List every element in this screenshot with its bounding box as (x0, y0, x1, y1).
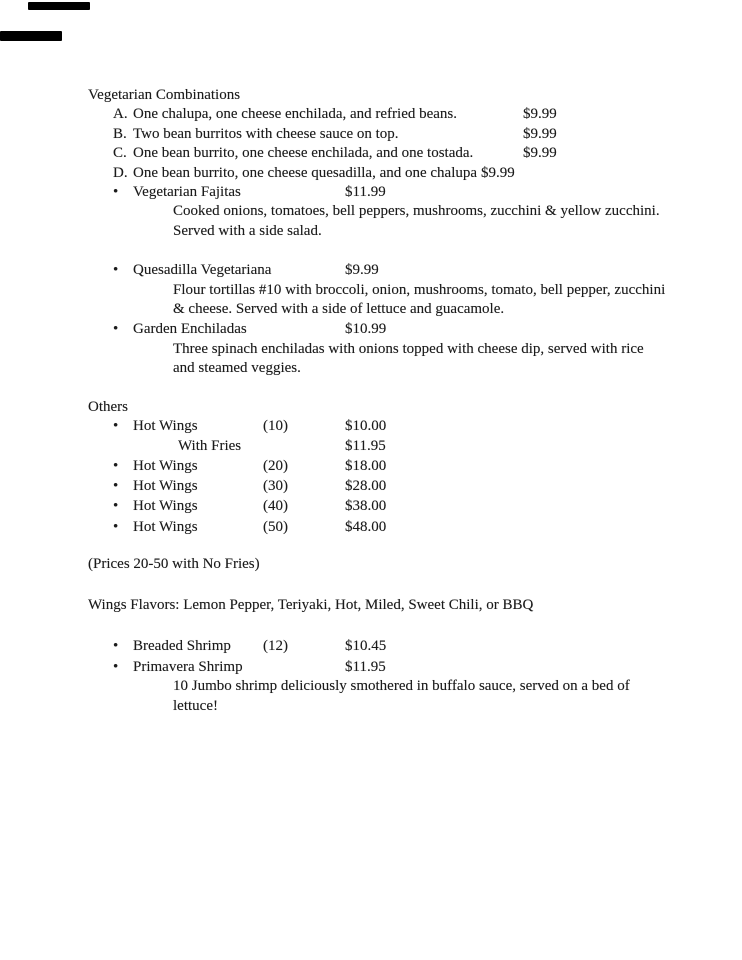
combo-price: $9.99 (523, 126, 557, 142)
item-description-line (0, 201, 742, 221)
bullet-icon: • (113, 184, 119, 200)
item-description-text: and steamed veggies. (173, 360, 301, 376)
item-price: $28.00 (345, 478, 387, 494)
combo-letter: B. (113, 126, 127, 142)
item-qty: (30) (263, 478, 288, 494)
item-description-text: Three spinach enchiladas with onions topped with cheese dip, served with rice (173, 341, 644, 357)
item-price: $10.00 (345, 418, 387, 434)
item-price: $10.45 (345, 638, 387, 654)
section-heading-text: Vegetarian Combinations (88, 87, 241, 103)
shrimp-row-breaded (0, 636, 742, 656)
wings-row-20 (0, 456, 742, 476)
item-name: Hot Wings (133, 458, 198, 474)
scan-artifact-mark (28, 2, 90, 10)
scan-artifact-mark (0, 31, 62, 41)
item-price: $11.99 (345, 184, 386, 200)
flavors-note (0, 595, 742, 615)
flavors-note-text: Wings Flavors: Lemon Pepper, Teriyaki, Hot, Miled, Sweet Chili, or BBQ (88, 597, 534, 613)
item-description-line (0, 339, 742, 359)
item-price: $9.99 (345, 262, 379, 278)
item-price: $38.00 (345, 498, 387, 514)
bullet-icon: • (113, 638, 119, 654)
combo-letter: D. (113, 165, 128, 181)
bullet-icon: • (113, 659, 119, 675)
combo-text: One bean burrito, one cheese quesadilla, and one chalupa (133, 165, 478, 181)
item-description-text: Served with a side salad. (173, 223, 322, 239)
item-name: Garden Enchiladas (133, 321, 247, 337)
menu-item-row-garden-enchiladas (0, 319, 742, 339)
item-qty: (20) (263, 458, 288, 474)
combo-letter: C. (113, 145, 127, 161)
item-price: $11.95 (345, 659, 386, 675)
combo-row-d (0, 163, 742, 183)
combo-text: Two bean burritos with cheese sauce on top. (133, 126, 399, 142)
section-heading-text: Others (88, 399, 128, 415)
subitem-name: With Fries (178, 438, 242, 454)
bullet-icon: • (113, 498, 119, 514)
item-name: Breaded Shrimp (133, 638, 231, 654)
item-description-text: 10 Jumbo shrimp deliciously smothered in buffalo sauce, served on a bed of (173, 678, 630, 694)
combo-text: One bean burrito, one cheese enchilada, and one tostada. (133, 145, 474, 161)
item-qty: (40) (263, 498, 288, 514)
item-price: $10.99 (345, 321, 387, 337)
combo-row-b (0, 124, 742, 144)
item-name: Hot Wings (133, 519, 198, 535)
item-description-line (0, 358, 742, 378)
combo-letter: A. (113, 106, 128, 122)
item-name: Hot Wings (133, 418, 198, 434)
item-description-line (0, 280, 742, 300)
item-name: Vegetarian Fajitas (133, 184, 241, 200)
item-description-text: lettuce! (173, 698, 218, 714)
shrimp-row-primavera (0, 657, 742, 677)
item-price: $48.00 (345, 519, 387, 535)
item-description-text: & cheese. Served with a side of lettuce and guacamole. (173, 301, 505, 317)
combo-price: $9.99 (481, 165, 515, 181)
item-description-text: Cooked onions, tomatoes, bell peppers, mushrooms, zucchini & yellow zucchini. (173, 203, 660, 219)
section-heading-others (0, 397, 742, 417)
prices-note (0, 554, 742, 574)
item-qty: (50) (263, 519, 288, 535)
menu-item-row-vegetarian-fajitas (0, 182, 742, 202)
bullet-icon: • (113, 478, 119, 494)
item-price: $11.95 (345, 438, 386, 454)
item-price: $18.00 (345, 458, 387, 474)
section-heading-vegetarian (0, 85, 742, 105)
item-qty: (12) (263, 638, 288, 654)
item-name: Quesadilla Vegetariana (133, 262, 272, 278)
combo-price: $9.99 (523, 106, 557, 122)
bullet-icon: • (113, 321, 119, 337)
item-description-line (0, 299, 742, 319)
wings-row-40 (0, 496, 742, 516)
wings-row-30 (0, 476, 742, 496)
combo-price: $9.99 (523, 145, 557, 161)
item-description-line (0, 676, 742, 696)
item-name: Primavera Shrimp (133, 659, 243, 675)
bullet-icon: • (113, 519, 119, 535)
bullet-icon: • (113, 262, 119, 278)
bullet-icon: • (113, 458, 119, 474)
item-description-line (0, 221, 742, 241)
menu-item-row-quesadilla-vegetariana (0, 260, 742, 280)
combo-row-c (0, 143, 742, 163)
wings-subitem-row-with-fries (0, 436, 742, 456)
combo-row-a (0, 104, 742, 124)
item-name: Hot Wings (133, 498, 198, 514)
combo-text: One chalupa, one cheese enchilada, and refried beans. (133, 106, 458, 122)
item-name: Hot Wings (133, 478, 198, 494)
bullet-icon: • (113, 418, 119, 434)
wings-row-10 (0, 416, 742, 436)
item-qty: (10) (263, 418, 288, 434)
prices-note-text: (Prices 20-50 with No Fries) (88, 556, 260, 572)
wings-row-50 (0, 517, 742, 537)
item-description-line (0, 696, 742, 716)
item-description-text: Flour tortillas #10 with broccoli, onion, mushrooms, tomato, bell pepper, zucchini (173, 282, 666, 298)
